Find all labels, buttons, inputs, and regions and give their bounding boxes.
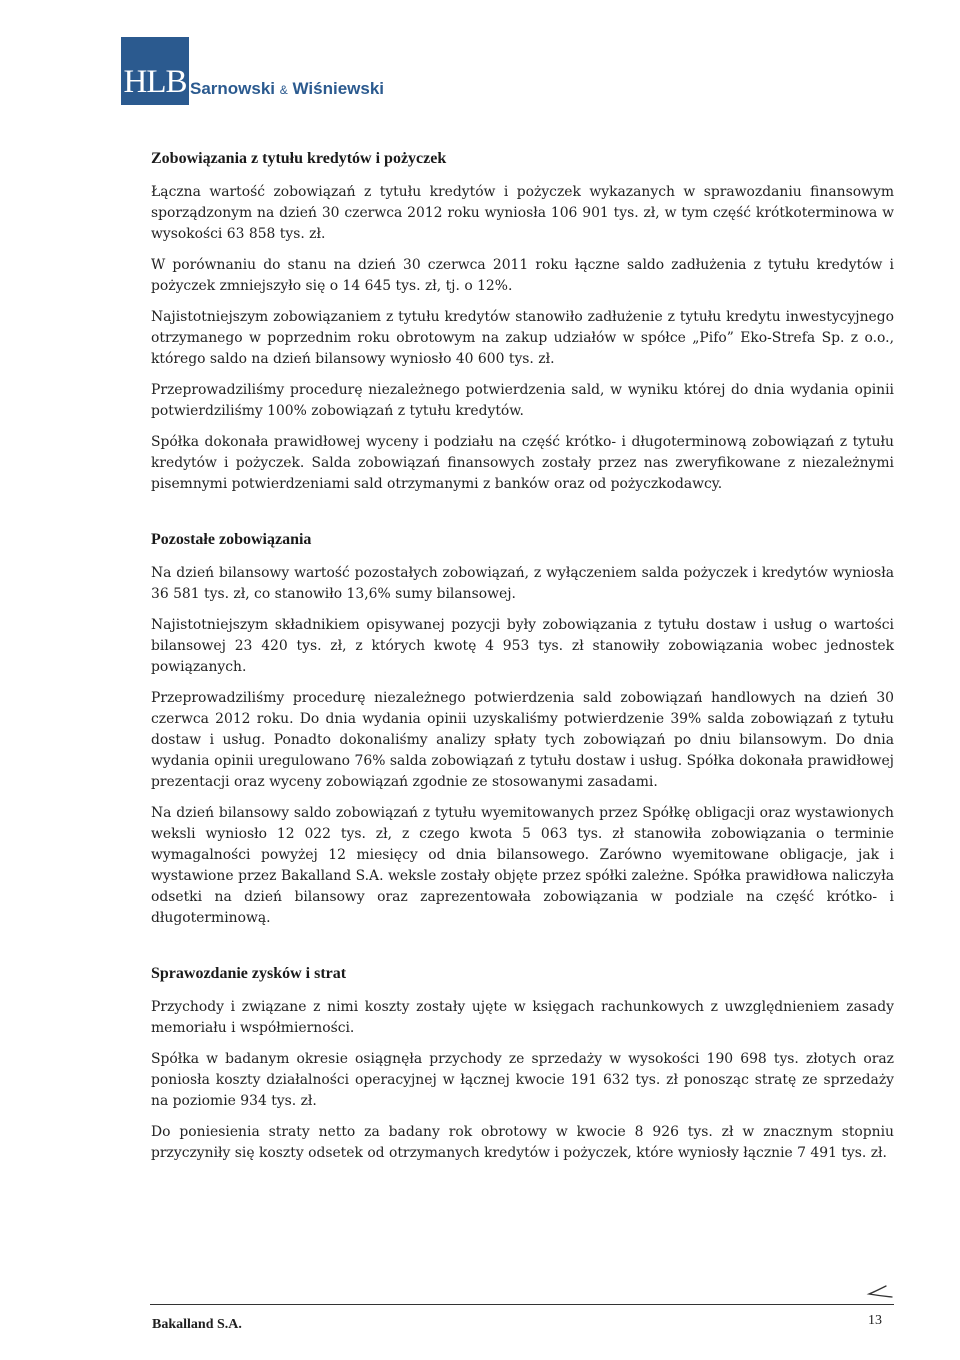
section-heading: Pozostałe zobowiązania <box>151 531 312 548</box>
firm-name <box>190 79 384 99</box>
paragraph: Na dzień bilansowy saldo zobowiązań z tytułu wyemitowanych przez Spółkę obligacji oraz wystawionych weksli wyniosło 12 022 tys. zł, z czego kwota 5 063 tys. zł stanowiła zobowiązania o terminie wymagalności powyżej 12 miesięcy od dnia bilansowego. Zarówno wyemitowane obligacje, jak i wystawione przez Bakalland S.A. weksle zostały objęte przez spółki zależne. Spółka prawidłowa naliczyła odsetki na dzień bilansowy oraz zaprezentowała zobowiązania w podziale na część krótko- i długoterminową. <box>151 805 894 926</box>
paragraph: Spółka w badanym okresie osiągnęła przychody ze sprzedaży w wysokości 190 698 tys. złotych oraz poniosła koszty działalności operacyjnej w łącznej kwocie 191 632 tys. zł ponosząc stratę ze sprzedaży na poziomie 934 tys. zł. <box>151 1051 894 1109</box>
section-other-liabilities <box>151 531 894 929</box>
section-income-statement <box>151 965 894 1164</box>
paragraph: Łączna wartość zobowiązań z tytułu kredytów i pożyczek wykazanych w sprawozdaniu finansowym sporządzonym na dzień 30 czerwca 2012 roku wyniosła 106 901 tys. zł, w tym część krótkoterminowa w wysokości 63 858 tys. zł. <box>151 184 894 242</box>
footer-company: Bakalland S.A. <box>152 1317 242 1332</box>
logo-mark: HLB <box>121 37 189 105</box>
paragraph: Najistotniejszym zobowiązaniem z tytułu kredytów stanowiło zadłużenie z tytułu kredytu inwestycyjnego otrzymanego w poprzednim roku obrotowym na zakup udziałów w spółce „Pifo” Eko-Strefa Sp. z o.o., którego saldo na dzień bilansowy wyniosło 40 600 tys. zł. <box>151 309 894 367</box>
firm-name-part1: Sarnowski <box>190 79 276 98</box>
paragraph: Na dzień bilansowy wartość pozostałych zobowiązań, z wyłączeniem salda pożyczek i kredytów wyniosła 36 581 tys. zł, co stanowiło 13,6% sumy bilansowej. <box>151 565 894 602</box>
footer-divider <box>150 1304 894 1305</box>
firm-name-part2: Wiśniewski <box>292 79 385 98</box>
paragraph: Przeprowadziliśmy procedurę niezależnego potwierdzenia sald zobowiązań handlowych na dzień 30 czerwca 2012 roku. Do dnia wydania opinii uzyskaliśmy potwierdzenie 39% salda zobowiązań z tytułu dostaw i usług. Ponadto dokonaliśmy analizy spłaty tych zobowiązań po dniu bilansowym. Do dnia wydania opinii uregulowano 76% salda zobowiązań z tytułu dostaw i usług. Spółka dokonała prawidłowej prezentacji oraz wyceny zobowiązań zgodnie ze stosowanymi zasadami. <box>151 690 894 790</box>
paragraph: Najistotniejszym składnikiem opisywanej pozycji były zobowiązania z tytułu dostaw i usług o wartości bilansowej 23 420 tys. zł, z których kwotę 4 953 tys. zł stanowiły zobowiązania wobec jednostek powiązanych. <box>151 617 894 675</box>
section-heading: Zobowiązania z tytułu kredytów i pożyczek <box>151 150 447 167</box>
section-heading: Sprawozdanie zysków i strat <box>151 965 347 982</box>
paragraph: Przychody i związane z nimi koszty zostały ujęte w księgach rachunkowych z uwzględnieniem zasady memoriału i współmierności. <box>151 999 894 1036</box>
firm-logo <box>121 37 384 105</box>
page-number: 13 <box>868 1313 882 1328</box>
paragraph: Spółka dokonała prawidłowej wyceny i podziału na część krótko- i długoterminową zobowiązań z tytułu kredytów i pożyczek. Salda zobowiązań finansowych zostały przez nas zweryfikowane z niezależnymi pisemnymi potwierdzeniami sald otrzymanymi z banków oraz od pożyczkodawcy. <box>151 434 894 492</box>
initials-mark <box>866 1284 894 1302</box>
paragraph: Przeprowadziliśmy procedurę niezależnego potwierdzenia sald, w wyniku której do dnia wydania opinii potwierdziliśmy 100% zobowiązań z tytułu kredytów. <box>151 382 894 419</box>
paragraph: W porównaniu do stanu na dzień 30 czerwca 2011 roku łączne saldo zadłużenia z tytułu kredytów i pożyczek zmniejszyło się o 14 645 tys. zł, tj. o 12%. <box>151 257 894 294</box>
section-loans <box>151 150 894 495</box>
document-body <box>151 150 894 1174</box>
paragraph: Do poniesienia straty netto za badany rok obrotowy w kwocie 8 926 tys. zł w znacznym stopniu przyczyniły się koszty odsetek od otrzymanych kredytów i pożyczek, które wyniosły łącznie 7 491 tys. zł. <box>151 1124 894 1161</box>
firm-name-amp: & <box>279 83 288 97</box>
